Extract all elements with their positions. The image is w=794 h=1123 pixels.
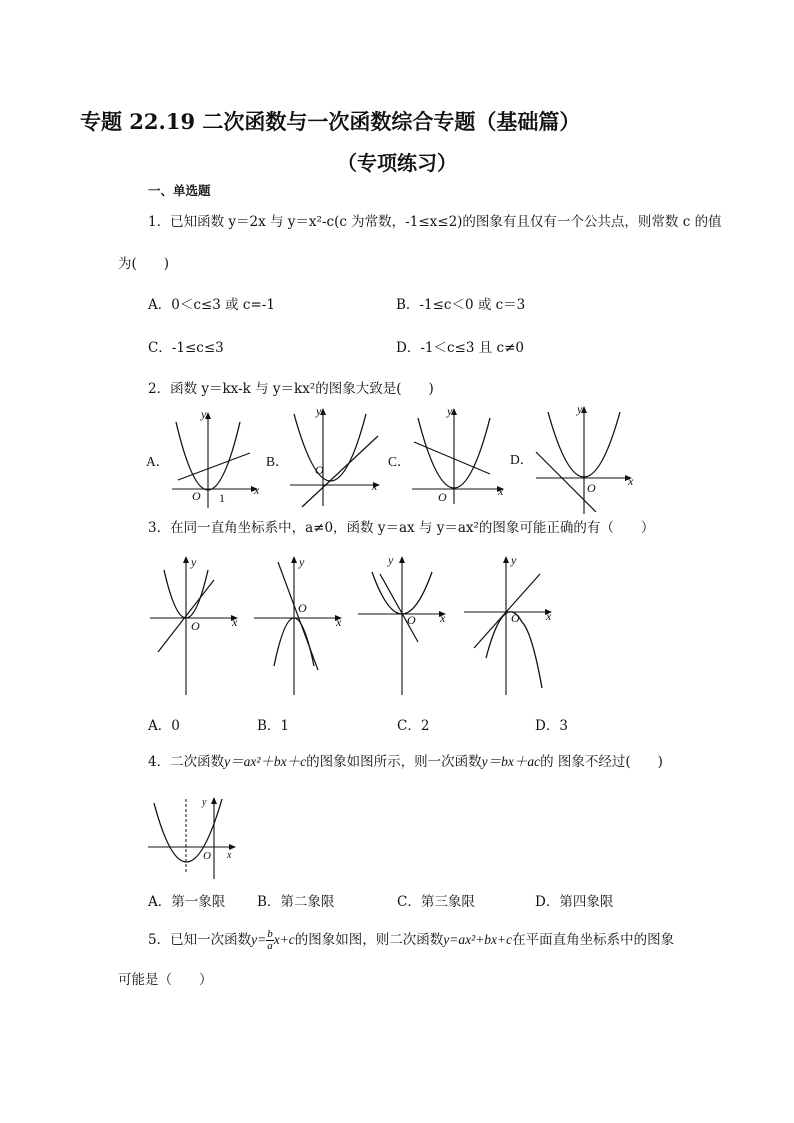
svg-text:y: y: [511, 553, 517, 567]
q2-graph-d-label: D．: [510, 452, 534, 467]
page-title: 专题 22.19 二次函数与一次函数综合专题（基础篇）: [80, 109, 581, 134]
q4-text: 4．二次函数y＝ax²＋bx＋c的图象如图所示，则一次函数y＝bx＋ac的 图象不经过( ): [148, 754, 663, 770]
q4-option-c: C．第三象限: [397, 894, 475, 910]
section-heading: 一、单选题: [148, 183, 211, 198]
svg-text:x: x: [498, 484, 504, 498]
svg-text:x: x: [440, 611, 446, 625]
q4-formula-quadratic: y＝ax²＋bx＋c: [224, 754, 307, 769]
svg-text:x: x: [628, 474, 634, 488]
q2-graph-c: [386, 404, 516, 504]
q4-option-d: D．第四象限: [535, 894, 614, 910]
svg-text:y: y: [388, 553, 394, 567]
svg-text:O: O: [192, 489, 201, 503]
q1-option-a: A．0＜c≤3 或 c=-1: [148, 297, 275, 313]
q4-option-b: B．第二象限: [257, 894, 335, 910]
q5-formula-quadratic: y=ax²+bx+c: [443, 932, 513, 947]
svg-text:O: O: [203, 850, 211, 862]
q1-option-c: C．-1≤c≤3: [148, 340, 224, 356]
q5-text-cont: 可能是（ ）: [118, 972, 213, 988]
q3-graph-1: [148, 552, 248, 700]
q2-graph-a-label: A．: [146, 454, 170, 469]
svg-text:O: O: [315, 463, 324, 477]
q2-graph-d: [508, 402, 648, 517]
q2-graph-c-label: C．: [388, 454, 411, 469]
q1-option-b: B．-1≤c＜0 或 c＝3: [396, 297, 526, 313]
svg-text:O: O: [587, 481, 596, 495]
svg-text:y: y: [201, 407, 207, 421]
q3-option-c: C．2: [397, 718, 430, 734]
q2-graph-b: [266, 404, 386, 514]
svg-text:x: x: [372, 479, 378, 493]
q1-text-cont: 为( ): [118, 256, 170, 272]
q3-graph-2: [252, 552, 352, 700]
q3-graph-4: [462, 552, 562, 700]
svg-text:x: x: [227, 850, 232, 861]
q2-graph-a: [146, 408, 266, 508]
svg-text:y: y: [316, 404, 322, 418]
svg-text:O: O: [407, 613, 416, 627]
svg-text:y: y: [202, 797, 207, 808]
q4-option-a: A．第一象限: [148, 894, 226, 910]
svg-text:x: x: [336, 615, 342, 629]
svg-text:x: x: [546, 609, 552, 623]
svg-text:y: y: [577, 402, 583, 416]
svg-text:y: y: [447, 404, 453, 418]
q3-text: 3．在同一直角坐标系中，a≠0，函数 y＝ax 与 y＝ax²的图象可能正确的有（ ）: [148, 520, 655, 536]
q3-option-a: A．0: [148, 718, 180, 734]
svg-text:x: x: [232, 615, 238, 629]
q1-option-d: D．-1＜c≤3 且 c≠0: [396, 340, 524, 356]
q4-formula-linear: y＝bx＋ac: [481, 754, 541, 769]
q5-fraction: $\frac{b}{a}$: [267, 928, 273, 952]
svg-text:x: x: [254, 483, 260, 497]
svg-text:O: O: [511, 611, 520, 625]
svg-text:O: O: [298, 601, 307, 615]
svg-text:y: y: [299, 555, 305, 569]
svg-text:1: 1: [219, 491, 225, 505]
page-subtitle: （专项练习）: [337, 151, 457, 175]
q1-text: 1．已知函数 y＝2x 与 y＝x²-c(c 为常数，-1≤x≤2)的图象有且仅有一个公共点，则常数 c 的值: [148, 214, 722, 230]
q3-option-d: D．3: [535, 718, 568, 734]
svg-text:y: y: [191, 555, 197, 569]
svg-text:O: O: [191, 619, 200, 633]
q3-option-b: B．1: [257, 718, 290, 734]
q2-graph-b-label: B．: [266, 454, 289, 469]
q3-graph-3: [358, 552, 458, 700]
svg-text:O: O: [438, 490, 447, 504]
q5-text: 5．已知一次函数y= $\frac{b}{a}$ x+c的图象如图，则二次函数y=ax²+bx+c在平面直角坐标系中的图象: [148, 928, 675, 952]
q4-graph: [148, 795, 248, 880]
q2-text: 2．函数 y＝kx-k 与 y＝kx²的图象大致是( ): [148, 381, 434, 397]
